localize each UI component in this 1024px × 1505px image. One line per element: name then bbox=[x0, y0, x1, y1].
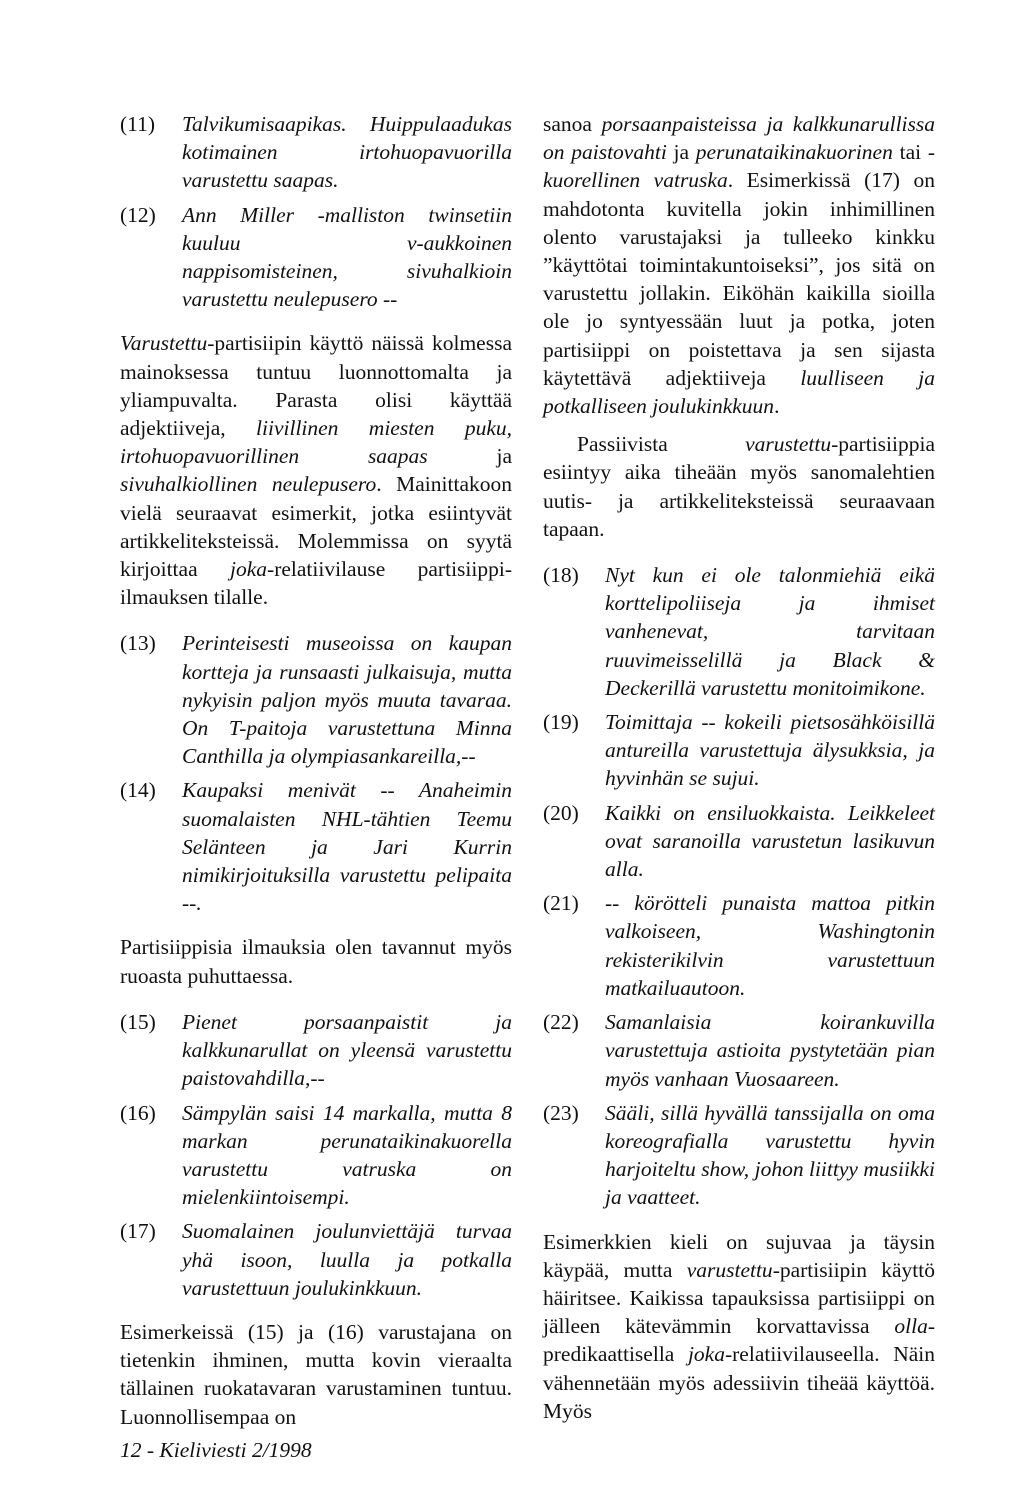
example-item bbox=[120, 110, 512, 195]
body-paragraph bbox=[120, 329, 512, 611]
italic-term: joka bbox=[230, 557, 268, 582]
italic-term: -kuorellinen vatruska bbox=[543, 140, 935, 193]
example-number: (17) bbox=[120, 1219, 156, 1244]
text-run: . Esimerkissä (17) on mahdotonta kuvitella jokin inhimillinen olento varustajaksi ja tulleeko kinkku ”käyttötai toimintakuntoiseksi”, jos sitä on varustettu jollakin. Eiköhän kaikilla sioilla ole jo syntyessään luut ja potka, joten partisiippi on poistettava ja sen sijasta käytettävä adjektiiveja bbox=[543, 168, 935, 390]
italic-term: varustettu bbox=[686, 1257, 773, 1282]
example-number: (14) bbox=[120, 778, 156, 803]
body-paragraph bbox=[543, 1228, 935, 1425]
example-item bbox=[543, 708, 935, 793]
example-number: (16) bbox=[120, 1100, 156, 1125]
example-group-d bbox=[543, 561, 935, 1211]
example-number: (15) bbox=[120, 1009, 156, 1034]
example-item bbox=[120, 1217, 512, 1302]
text-run: -predikaattisella bbox=[543, 1314, 935, 1367]
text-run: ja bbox=[427, 444, 512, 469]
example-text: Perinteisesti museoissa on kaupan kortteja ja runsaasti julkaisuja, mutta nykyisin paljon myös muuta tavaraa. On T-paitoja varustettuna Minna Canthilla ja olympiasankareilla,-- bbox=[182, 631, 512, 769]
body-paragraph bbox=[543, 430, 935, 543]
example-number: (23) bbox=[543, 1100, 579, 1125]
example-text: Samanlaisia koirankuvilla varustettuja astioita pystytetään pian myös vanhaan Vuosaareen. bbox=[605, 1010, 935, 1091]
example-text: Toimittaja -- kokeili pietsosähköisillä antureilla varustettuja älysukksia, ja hyvinhän se sujui. bbox=[605, 710, 935, 791]
example-item bbox=[120, 629, 512, 770]
body-paragraph: Esimerkeissä (15) ja (16) varustajana on tietenkin ihminen, mutta kovin vieraalta tällainen ruokatavaran varustaminen tuntuu. Luonnollisempaa on bbox=[120, 1319, 512, 1429]
body-paragraph: Partisiippisia ilmauksia olen tavannut myös ruoasta puhuttaessa. bbox=[120, 935, 512, 988]
example-number: (22) bbox=[543, 1010, 579, 1035]
example-item bbox=[543, 1099, 935, 1212]
example-number: (21) bbox=[543, 891, 579, 916]
example-text: Ann Miller -malliston twinsetiin kuuluu v-aukkoinen nappisomisteinen, sivuhalkioin varustettu neulepusero -- bbox=[182, 202, 512, 312]
example-text: Kaupaksi menivät -- Anaheimin suomalaisten NHL-tähtien Teemu Selänteen ja Jari Kurrin nimikirjoituksilla varustettu pelipaita --. bbox=[182, 778, 512, 916]
right-column bbox=[543, 110, 935, 1435]
page-footer: 12 - Kieliviesti 2/1998 bbox=[120, 1438, 312, 1462]
text-run: sanoa bbox=[543, 112, 602, 136]
example-group-b bbox=[120, 629, 512, 917]
example-group-a bbox=[120, 110, 512, 313]
example-item bbox=[120, 776, 512, 917]
example-item bbox=[543, 889, 935, 1002]
text-run: -relatiivilause partisiippi-ilmauksen tilalle. bbox=[120, 557, 512, 610]
example-text: -- körötteli punaista mattoa pitkin valkoiseen, Washingtonin rekisterikilvin varustettuun matkailuautoon. bbox=[605, 891, 935, 1000]
example-text: Talvikumisaapikas. Huippulaadukas kotimainen irtohuopavuorilla varustettu saapas. bbox=[182, 112, 512, 193]
example-text: Sääli, sillä hyvällä tanssijalla on oma koreografialla varustettu hyvin harjoiteltu show, johon liittyy musiikki ja vaatteet. bbox=[605, 1100, 935, 1210]
italic-term: olla bbox=[894, 1314, 928, 1339]
example-item bbox=[543, 1008, 935, 1093]
italic-term: luulliseen ja potkalliseen joulukinkkuun bbox=[543, 365, 935, 419]
text-run: -partisiippia esiintyy aika tiheään myös sanomalehtien uutis- ja artikkeliteksteissä seuraavaan tapaan. bbox=[543, 432, 935, 541]
text-run: . Mainittakoon vielä seuraavat esimerkit, jotka esiintyvät artikkeliteksteissä. Molemmissa on syytä kirjoittaa bbox=[120, 472, 512, 582]
example-group-c bbox=[120, 1008, 512, 1302]
italic-term: sivuhalkiollinen neulepusero bbox=[120, 472, 377, 497]
italic-term: perunataikinakuorinen bbox=[695, 140, 893, 165]
body-paragraph bbox=[543, 110, 935, 420]
example-text: Nyt kun ei ole talonmiehiä eikä korttelipoliiseja ja ihmiset vanhenevat, tarvitaan ruuvimeisselillä ja Black & Deckerillä varustettu monitoimikone. bbox=[605, 563, 935, 700]
left-column bbox=[120, 110, 512, 1441]
text-run: . bbox=[774, 394, 780, 419]
example-number: (18) bbox=[543, 563, 579, 588]
text-run: Esimerkkien kieli on sujuvaa ja täysin käypää, mutta bbox=[543, 1229, 935, 1282]
example-text: Suomalainen joulunviettäjä turvaa yhä isoon, luulla ja potkalla varustettuun joulukinkkuun. bbox=[182, 1219, 512, 1300]
italic-term: liivillinen miesten puku, irtohuopavuorillinen saapas bbox=[120, 416, 512, 469]
example-item bbox=[120, 201, 512, 314]
example-item bbox=[120, 1008, 512, 1093]
example-number: (13) bbox=[120, 631, 156, 656]
example-text: Kaikki on ensiluokkaista. Leikkeleet ovat saranoilla varustetun lasikuvun alla. bbox=[605, 800, 935, 882]
example-number: (11) bbox=[120, 112, 156, 136]
example-item bbox=[543, 799, 935, 884]
example-number: (19) bbox=[543, 710, 579, 735]
example-item bbox=[120, 1099, 512, 1212]
text-run: -relatiivilauseella. Näin vähennetään myös adessiivin tiheää käyttöä. Myös bbox=[543, 1342, 935, 1423]
text-run: tai bbox=[892, 140, 928, 165]
example-number: (20) bbox=[543, 800, 579, 825]
example-item bbox=[543, 561, 935, 702]
text-run: -partisiipin käyttö häiritsee. Kaikissa tapauksissa partisiippi on jälleen kätevämmin korvattavissa bbox=[543, 1257, 936, 1339]
text-run: Passiivista bbox=[577, 432, 746, 457]
text-run: ja bbox=[666, 140, 696, 165]
text-run: -partisiipin käyttö näissä kolmessa mainoksessa tuntuu luonnottomalta ja yliampuvalta. Parasta olisi käyttää adjektiiveja, bbox=[120, 331, 512, 441]
example-text: Sämpylän saisi 14 markalla, mutta 8 markan perunataikinakuorella varustettu vatruska on mielenkiintoisempi. bbox=[182, 1100, 512, 1210]
italic-term: joka bbox=[687, 1342, 725, 1367]
example-number: (12) bbox=[120, 202, 156, 227]
italic-term: porsaanpaisteissa ja kalkkunarullissa on paistovahti bbox=[543, 112, 935, 165]
example-text: Pienet porsaanpaistit ja kalkkunarullat on yleensä varustettu paistovahdilla,-- bbox=[182, 1009, 512, 1091]
italic-term: varustettu bbox=[745, 432, 832, 457]
italic-term: Varustettu bbox=[120, 331, 208, 356]
